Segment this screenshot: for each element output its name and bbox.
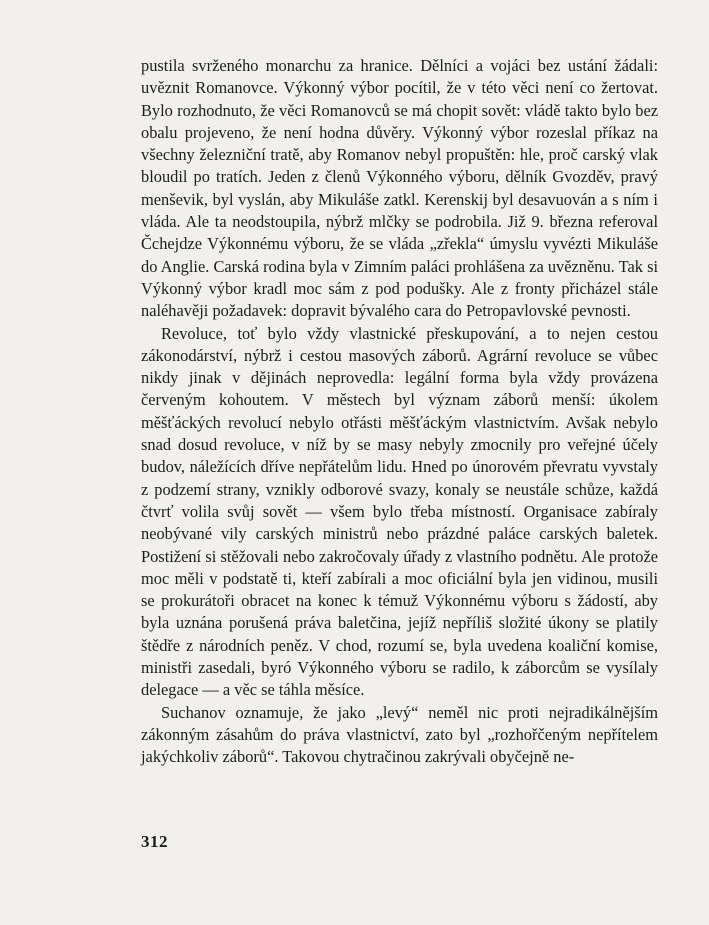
- paragraph-1: pustila svrženého monarchu za hranice. Dělníci a vojáci bez ustání žádali: uvěznit Romanovce. Výkonný výbor pocítil, že v této věci není co žertovat. Bylo rozhodnuto, že věci Romanovců se má chopit sovět: vládě takto bylo bez obalu projeveno, že není hodna důvěry. Výkonný výbor rozeslal příkaz na všechny železniční tratě, aby Romanov nebyl propuštěn: hle, proč carský vlak bloudil po tratích. Jeden z členů Výkonného výboru, dělník Gvozděv, pravý menševik, byl vyslán, aby Mikuláše zatkl. Kerenskij byl desavuován a s ním i vláda. Ale ta neodstoupila, nýbrž mlčky se podrobila. Již 9. března referoval Čchejdze Výkonnému výboru, že se vláda „zřekla“ úmyslu vyvézti Mikuláše do Anglie. Carská rodina byla v Zimním paláci prohlášena za uvězněnu. Tak si Výkonný výbor kradl moc sám z pod podušky. Ale z fronty přicházel stále naléhavěji požadavek: dopravit bývalého cara do Petropavlovské pevnosti.: [141, 56, 658, 321]
- paragraph-2: Revoluce, toť bylo vždy vlastnické přeskupování, a to nejen cestou zákonodárství, nýbrž i cestou masových záborů. Agrární revoluce se vůbec nikdy jinak v dějinách neprovedla: legální forma byla vždy provázena červeným kohoutem. V městech byl význam záborů menší: úkolem měšťáckých revolucí nebylo otřásti měšťáckým vlastnictvím. Avšak nebylo snad dosud revoluce, v níž by se masy nebyly zmocnily pro veřejné účely budov, náležících dříve nepřátelům lidu. Hned po únorovém převratu vyvstaly z podzemí strany, vznikly odborové svazy, konaly se neustále schůze, každá čtvrť volila svůj sovět — všem bylo třeba místností. Organisace zabíraly neobývané vily carských ministrů nebo prázdné paláce carských baletek. Postižení si stěžovali nebo zakročovaly úřady z vlastního podnětu. Ale protože moc měli v podstatě ti, kteří zabírali a moc oficiální byla jen vidinou, musili se prokurátoři obracet na konec k témuž Výkonnému výboru s žádostí, aby byla uznána porušená práva baletčina, jejíž nepříliš složité úkony se platily štědře z národních peněz. V chod, rozumí se, byla uvedena koaliční komise, ministři zasedali, byró Výkonného výboru se radilo, k záborcům se vysílaly delegace — a věc se táhla měsíce.: [141, 323, 658, 700]
- page-number: 312: [141, 832, 168, 851]
- paragraph-3: Suchanov oznamuje, že jako „levý“ neměl nic proti nejradikálnějším zákonným zásahům do práva vlastnictví, zato byl „rozhořčeným nepřítelem jakýchkoliv záborů“. Takovou chytračinou zakrývali obyčejně ne-: [141, 702, 658, 767]
- body-text: [141, 55, 658, 769]
